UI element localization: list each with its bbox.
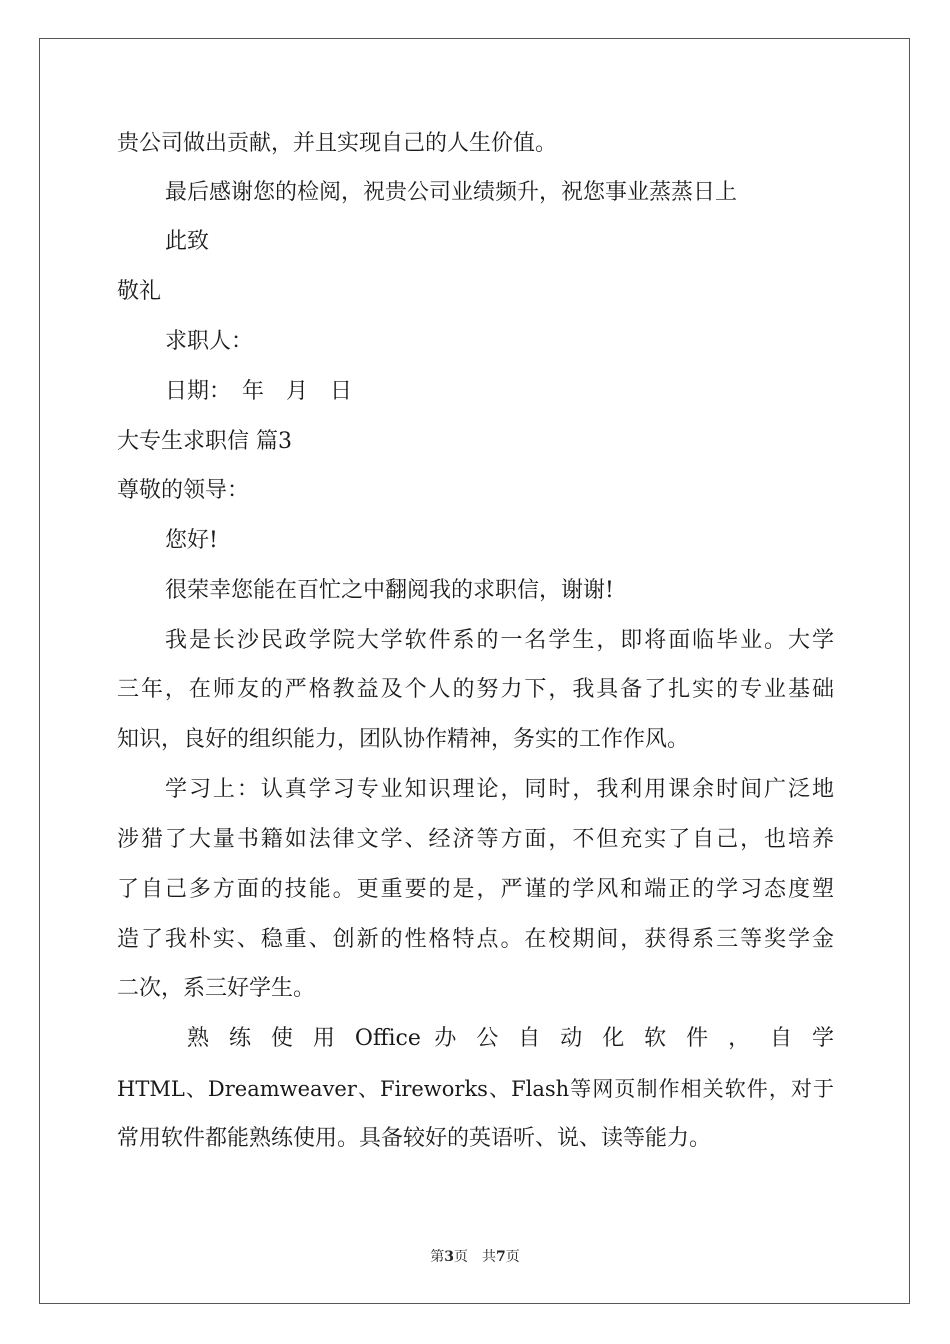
paragraph-line: 我是长沙民政学院大学软件系的一名学生，即将面临毕业。大学: [165, 628, 834, 653]
closing-thanks-line: 最后感谢您的检阅，祝贵公司业绩频升，祝您事业蒸蒸日上: [165, 180, 738, 205]
greeting-recipient: 尊敬的领导：: [117, 478, 250, 503]
footer-total-pages: 7: [496, 1249, 506, 1265]
paragraph-line: HTML、Dreamweaver、Fireworks、Flash等网页制作相关软件，对于: [117, 1077, 834, 1101]
date-label: 日期： 年 月 日: [165, 379, 353, 404]
applicant-label: 求职人：: [165, 329, 254, 354]
footer-middle: 页 共: [454, 1249, 496, 1265]
paragraph-line: 二次，系三好学生。: [117, 976, 316, 1001]
footer-prefix: 第: [430, 1249, 445, 1265]
paragraph-line: 了自己多方面的技能。更重要的是，严谨的学风和端正的学习态度塑: [117, 877, 834, 902]
page-footer: [0, 1246, 950, 1266]
salutation-jingli: 敬礼: [117, 279, 162, 304]
footer-suffix: 页: [505, 1249, 520, 1265]
paragraph-line: 贵公司做出贡献，并且实现自己的人生价值。: [117, 131, 558, 156]
paragraph-line: 涉猎了大量书籍如法律文学、经济等方面，不但充实了自己，也培养: [117, 827, 834, 852]
paragraph-line: 三年，在师友的严格教益及个人的努力下，我具备了扎实的专业基础: [117, 677, 834, 702]
section-heading: 大专生求职信 篇3: [117, 429, 292, 454]
salutation-cizhi: 此致: [165, 229, 210, 254]
paragraph-line: 熟 练 使 用 Office 办 公 自 动 化 软 件 ， 自 学: [187, 1026, 834, 1051]
paragraph-line: 知识，良好的组织能力，团队协作精神，务实的工作作风。: [117, 727, 690, 752]
paragraph-line: 很荣幸您能在百忙之中翻阅我的求职信，谢谢!: [165, 578, 614, 603]
paragraph-line: 常用软件都能熟练使用。具备较好的英语听、说、读等能力。: [117, 1126, 712, 1151]
paragraph-line: 造了我朴实、稳重、创新的性格特点。在校期间，获得系三等奖学金: [117, 927, 834, 952]
greeting-hello: 您好!: [165, 528, 218, 553]
footer-page-number: 3: [444, 1249, 454, 1265]
paragraph-line: 学习上：认真学习专业知识理论，同时，我利用课余时间广泛地: [165, 777, 834, 802]
